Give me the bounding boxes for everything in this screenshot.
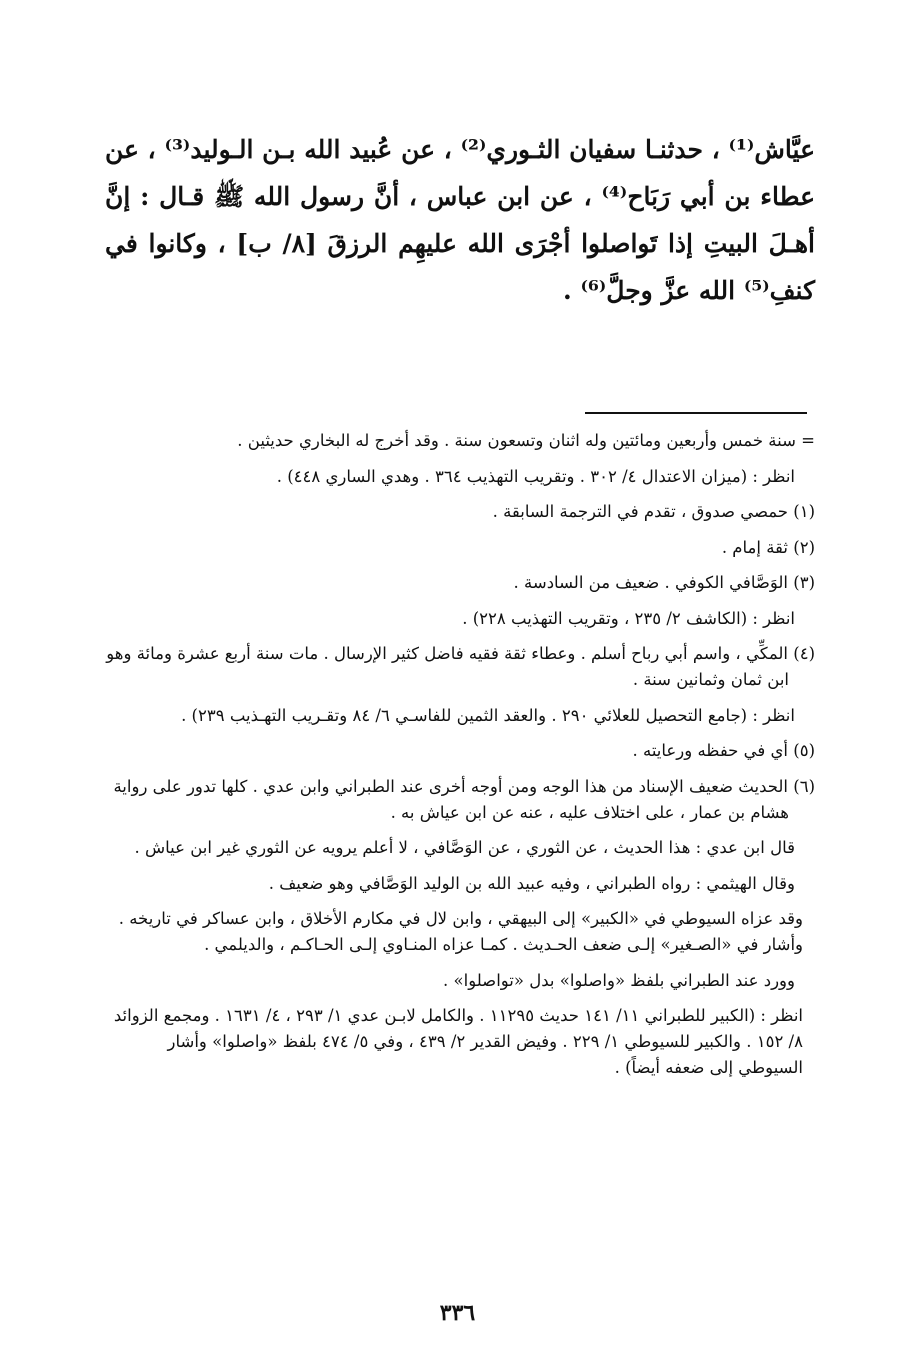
- footnote-5: (٥) أي في حفظه ورعايته .: [632, 741, 815, 760]
- footnote-6-reference: انظر : (الكبير للطبراني ١١/ ١٤١ حديث ١١٢٩٥ . والكامل لابـن عدي ١/ ٢٩٣ ، ٤/ ١٦٣١ . ومجمع الزوائد ٨/ ١٥٢ . والكبير للسيوطي ١/ ٢٢٩ . وفيض القدير ٢/ ٤٣٩ ، وفي ٥/ ٤٧٤ بلفظ «واصلوا» وأشار السيوطي إلى ضعفه أيضاً) .: [113, 1006, 803, 1077]
- footnote-6-ibn-adi: قال ابن عدي : هذا الحديث ، عن الثوري ، عن الوَصَّافي ، لا أعلم يرويه عن الثوري غير ابن عياش .: [134, 838, 795, 857]
- footnote-6-suyuti: وقد عزاه السيوطي في «الكبير» إلى البيهقي ، وابن لال في مكارم الأخلاق ، وابن عساكر في تاريخه . وأشار في «الصـغير» إلـى ضعف الحـديث . كمـا عزاه المنـاوي إلـى الحـاكـم ، والديلمي .: [118, 909, 803, 954]
- hadith-main-text: [105, 126, 815, 314]
- footnote-4-reference: انظر : (جامع التحصيل للعلائي ٢٩٠ . والعقد الثمين للفاسـي ٦/ ٨٤ وتقـريب التهـذيب ٢٣٩) .: [181, 705, 795, 725]
- footnote-continuation: = سنة خمس وأربعين ومائتين وله اثنان وتسعون سنة . وقد أخرج له البخاري حديثين .: [237, 431, 815, 450]
- footnote-separator: [585, 412, 807, 414]
- footnote-2: (٢) ثقة إمام .: [721, 537, 815, 557]
- footnote-6-tabarani-wording: وورد عند الطبراني بلفظ «واصلوا» بدل «تواصلوا» .: [443, 970, 795, 990]
- footnote-3-reference: انظر : (الكاشف ٢/ ٢٣٥ ، وتقريب التهذيب ٢٢٨) .: [462, 608, 795, 628]
- footnotes: [100, 428, 815, 1091]
- footnote-reference: انظر : (ميزان الاعتدال ٤/ ٣٠٢ . وتقريب التهذيب ٣٦٤ . وهدي الساري ٤٤٨) .: [276, 466, 795, 486]
- footnote-3: (٣) الوَصَّافي الكوفي . ضعيف من السادسة .: [513, 573, 815, 592]
- main-paragraph: عيَّاش⁽¹⁾ ، حدثنـا سفيان الثـوري⁽²⁾ ، عن عُبيد الله بـن الـوليد⁽³⁾ ، عن عطاء بن أبي رَبَاح⁽⁴⁾ ، عن ابن عباس ، أنَّ رسول الله ﷺ قـال : إنَّ أهـلَ البيتِ إذا تَواصلوا أجْرَى الله عليهِم الرزقَ [٨/ ب] ، وكانوا في كنفِ⁽⁵⁾ الله عزَّ وجلَّ⁽⁶⁾ .: [105, 135, 816, 305]
- page-number: ٣٣٦: [439, 1300, 476, 1326]
- footnote-4: (٤) المكِّي ، واسم أبي رباح أسلم . وعطاء ثقة فقيه فاضل كثير الإرسال . مات سنة أربع عشرة ومائة وهو ابن ثمان وثمانين سنة .: [106, 644, 815, 689]
- footnote-6: (٦) الحديث ضعيف الإسناد من هذا الوجه ومن أوجه أخرى عند الطبراني وابن عدي . كلها تدور على رواية هشام بن عمار ، على اختلاف عليه ، عنه عن ابن عياش به .: [113, 776, 815, 822]
- footnote-6-haythami: وقال الهيثمي : رواه الطبراني ، وفيه عبيد الله بن الوليد الوَصَّافي وهو ضعيف .: [268, 873, 795, 893]
- footnote-1: (١) حمصي صدوق ، تقدم في الترجمة السابقة .: [492, 502, 815, 521]
